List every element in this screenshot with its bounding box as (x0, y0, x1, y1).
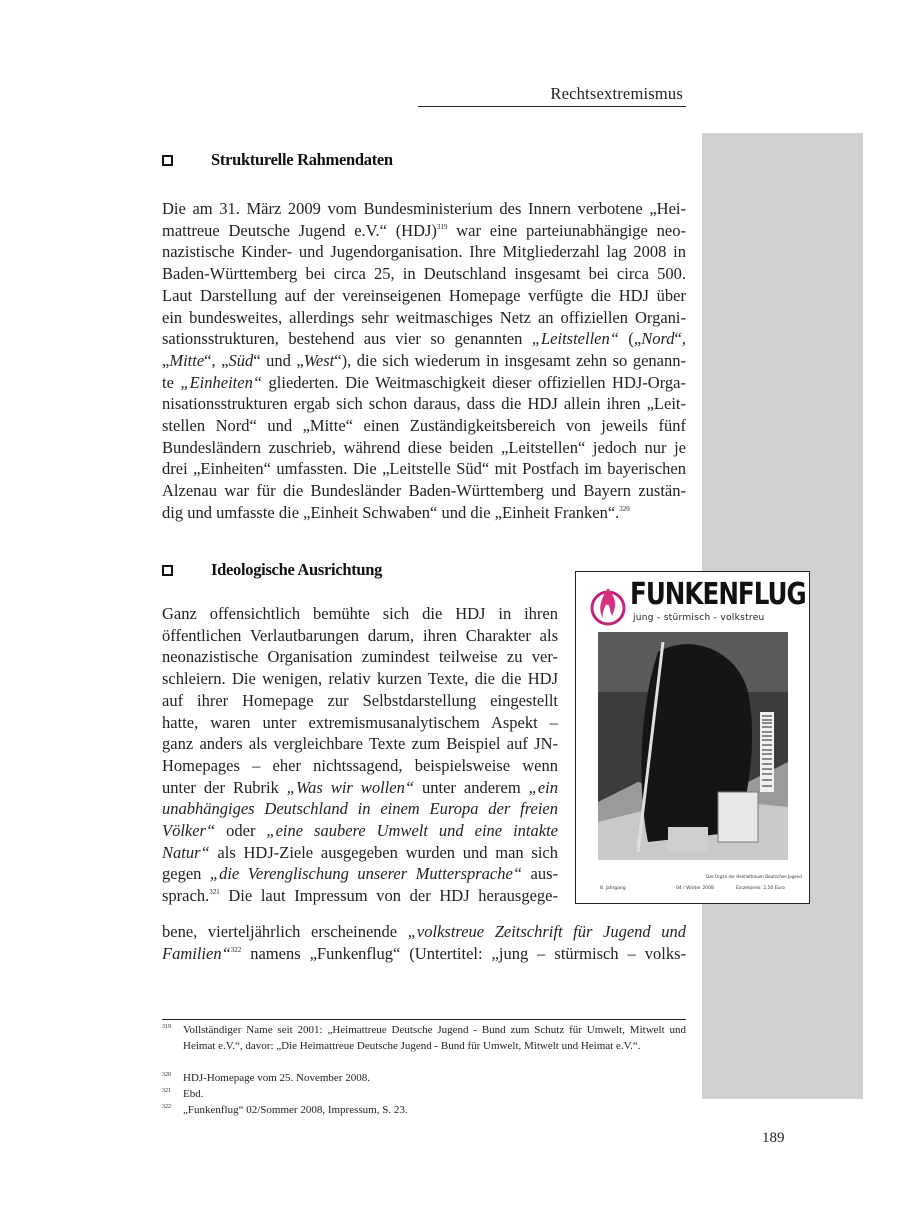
footnote-322 (162, 1103, 686, 1119)
section-title: Ideologische Ausrichtung (211, 560, 383, 579)
checkbox-bullet-icon (162, 155, 173, 166)
text-line (162, 921, 686, 943)
text-segment: sationsstrukturen, bestehend aus vier so genannten (162, 329, 532, 349)
section-heading-ideological (162, 560, 382, 580)
text-segment: Die laut Impressum von der HDJ herausgege- (219, 886, 558, 906)
text-segment: aus- (522, 864, 558, 884)
page-number: 189 (762, 1130, 785, 1146)
text-segment: Familien“ (162, 943, 231, 963)
text-segment: Bundesländern zuschrieb, während diese beiden „Leitstellen“ jedoch nur je (162, 437, 686, 457)
footnote-text: Ebd. (183, 1088, 204, 1100)
text-segment: ein bundesweites, allerdings sehr weitmaschiges Netz an offiziellen Organi- (162, 307, 686, 327)
checkbox-bullet-icon (162, 565, 173, 576)
text-line (162, 328, 686, 350)
text-line (162, 372, 686, 394)
text-line (162, 393, 686, 415)
text-segment: ganz anders als vergleichbare Texte zum Beispiel auf JN- (162, 734, 558, 754)
footnote-text: Vollständiger Name seit 2001: „Heimattreue Deutsche Jugend - Bund zum Schutz für Umwelt, Mitwelt und Heimat e.V.“, davor: „Die Heimattreue Deutsche Jugend - Bund für Umwelt, Mitwelt und Heimat e.V.“. (183, 1024, 686, 1052)
text-segment: “), die sich wiederum in insgesamt zehn so genann- (334, 350, 686, 370)
text-line (162, 820, 558, 842)
text-segment: Ganz offensichtlich bemühte sich die HDJ in ihren (162, 604, 558, 623)
text-line (162, 307, 686, 329)
text-line (162, 668, 558, 690)
text-segment: Homepages – eher nichtssagend, beispielsweise wenn (162, 755, 558, 775)
text-segment: Alzenau war für die Bundesländer Baden-Württemberg und Bayern zustän- (162, 481, 686, 501)
text-segment: schleiern. Die wenigen, relativ kurzen Texte, die die HDJ (162, 669, 558, 689)
text-segment: namens „Funkenflug“ (Untertitel: „jung – stürmisch – volks- (241, 943, 686, 963)
text-segment: neonazistische Organisation zumindest teilweise zu ver- (162, 647, 558, 667)
footnote-number: 319 (162, 1024, 171, 1030)
text-line (162, 502, 686, 524)
text-line (162, 625, 558, 647)
text-line (162, 943, 686, 965)
text-segment: öffentlichen Verlautbarungen darum, ihren Charakter als (162, 625, 558, 645)
text-segment: drei „Einheiten“ umfassten. Die „Leitstelle Süd“ mit Postfach im bayerischen (162, 459, 686, 479)
text-segment: „eine saubere Umwelt und eine intakte (266, 821, 558, 841)
text-segment: nazistische Kinder- und Jugendorganisation. Ihre Mitgliederzahl lag 2008 in (162, 242, 686, 262)
text-line (162, 263, 686, 285)
cover-subtitle: jung - stürmisch - volkstreu (633, 613, 765, 623)
section-title: Strukturelle Rahmendaten (211, 150, 393, 169)
text-segment: West (303, 350, 335, 370)
footnote-text: HDJ-Homepage vom 25. November 2008. (183, 1072, 370, 1084)
magazine-cover-image (575, 571, 810, 904)
text-line (162, 733, 558, 755)
cover-title: FUNKENFLUG (630, 577, 806, 612)
text-segment: war eine parteiunabhängige neo- (447, 220, 686, 240)
text-segment: stellen Nord“ und „Mitte“ einen Zuständigkeitsbereich von jeweils fünf (162, 416, 686, 436)
footnote-ref: 319 (436, 222, 448, 231)
text-segment: unter der Rubrik (162, 777, 287, 797)
text-segment: “, „ (204, 350, 229, 370)
text-segment: („ (618, 329, 642, 349)
text-segment: Baden-Württemberg bei circa 25, in Deutschland insgesamt bei circa 500. (162, 264, 686, 284)
text-segment: „Was wir wollen“ (286, 777, 414, 797)
text-segment: gliederten. Die Weitmaschigkeit dieser offiziellen HDJ-Orga- (262, 372, 686, 392)
text-segment: “, (674, 329, 686, 349)
text-segment: auf ihrer Homepage zur Selbstdarstellung eingestellt (162, 690, 558, 710)
text-segment: „Einheiten“ (180, 372, 263, 392)
cover-volume: 8. Jahrgang (600, 886, 626, 891)
text-segment: Mitte (169, 350, 205, 370)
text-segment: Süd (228, 350, 254, 370)
text-line (162, 712, 558, 734)
text-segment: Völker“ (162, 821, 216, 841)
text-segment: nisationsstrukturen ergab sich schon daraus, dass die HDJ allein ihren „Leit- (162, 394, 686, 414)
text-line (162, 285, 686, 307)
text-line (162, 863, 558, 885)
text-segment: Laut Darstellung auf der vereinseigenen Homepage verfügte die HDJ über (162, 285, 686, 305)
text-line (162, 458, 686, 480)
footnote-rule (162, 1019, 686, 1020)
footnote-number: 321 (162, 1088, 171, 1094)
text-segment: „ (162, 350, 170, 370)
text-segment: dig und umfasste die „Einheit Schwaben“ und die „Einheit Franken“. (162, 502, 620, 522)
text-line (162, 198, 686, 220)
text-segment: hatte, waren unter extremismusanalytischem Aspekt – (162, 712, 558, 732)
text-segment: Nord (641, 329, 675, 349)
text-line (162, 415, 686, 437)
cover-price: Einzelpreis: 2,50 Euro (736, 886, 785, 891)
text-segment: unter anderem (414, 777, 529, 797)
paragraph-ideological-full (162, 921, 686, 964)
footnote-ref: 321 (209, 888, 220, 897)
cover-issue: 04 / Winter 2008 (676, 886, 714, 891)
text-segment: “ und „ (253, 350, 304, 370)
paragraph-structural (162, 198, 686, 524)
text-line (162, 220, 686, 242)
section-heading-structural (162, 150, 393, 170)
text-segment: „Leitstellen“ (531, 329, 619, 349)
text-segment: mattreue Deutsche Jugend e.V.“ (HDJ) (162, 220, 437, 240)
cover-photo (598, 632, 788, 860)
footnote-number: 322 (162, 1104, 171, 1110)
text-segment: Natur“ (162, 842, 210, 862)
text-line (162, 755, 558, 777)
text-line (162, 885, 558, 907)
footnote-321 (162, 1087, 686, 1103)
footnote-320 (162, 1071, 686, 1087)
footnote-number: 320 (162, 1072, 171, 1078)
text-segment: sprach. (162, 886, 210, 906)
text-segment: oder (215, 821, 267, 841)
text-line (162, 241, 686, 263)
cover-footer-note: Das Organ der Heimattreuen Deutschen Jugend (706, 874, 802, 879)
footnote-text: „Funkenflug“ 02/Sommer 2008, Impressum, S. 23. (183, 1104, 408, 1116)
text-line (162, 798, 558, 820)
text-segment: bene, vierteljährlich erscheinende (162, 922, 408, 941)
text-segment: „ein (528, 777, 558, 797)
footnote-319 (162, 1023, 686, 1054)
text-line (162, 690, 558, 712)
text-line (162, 842, 558, 864)
footnote-ref: 320 (619, 504, 630, 513)
text-line (162, 777, 558, 799)
text-segment: „volkstreue Zeitschrift für Jugend und (407, 922, 686, 941)
text-line (162, 350, 686, 372)
text-segment: „die Verenglischung unserer Muttersprache“ (209, 864, 522, 884)
text-line (162, 437, 686, 459)
text-segment: te (162, 372, 181, 392)
text-segment: gegen (162, 864, 210, 884)
text-line (162, 646, 558, 668)
paragraph-ideological-narrow (162, 603, 558, 907)
header-rule (418, 106, 686, 107)
text-segment: Die am 31. März 2009 vom Bundesministerium des Innern verbotene „Hei- (162, 199, 686, 218)
running-header: Rechtsextremismus (550, 84, 683, 103)
text-line (162, 480, 686, 502)
text-segment: unabhängiges Deutschland in einem Europa der freien (162, 799, 558, 819)
flame-logo-icon (590, 580, 626, 628)
text-segment: als HDJ-Ziele ausgegeben wurden und man sich (209, 842, 558, 862)
text-line (162, 603, 558, 625)
footnote-ref: 322 (230, 945, 242, 954)
